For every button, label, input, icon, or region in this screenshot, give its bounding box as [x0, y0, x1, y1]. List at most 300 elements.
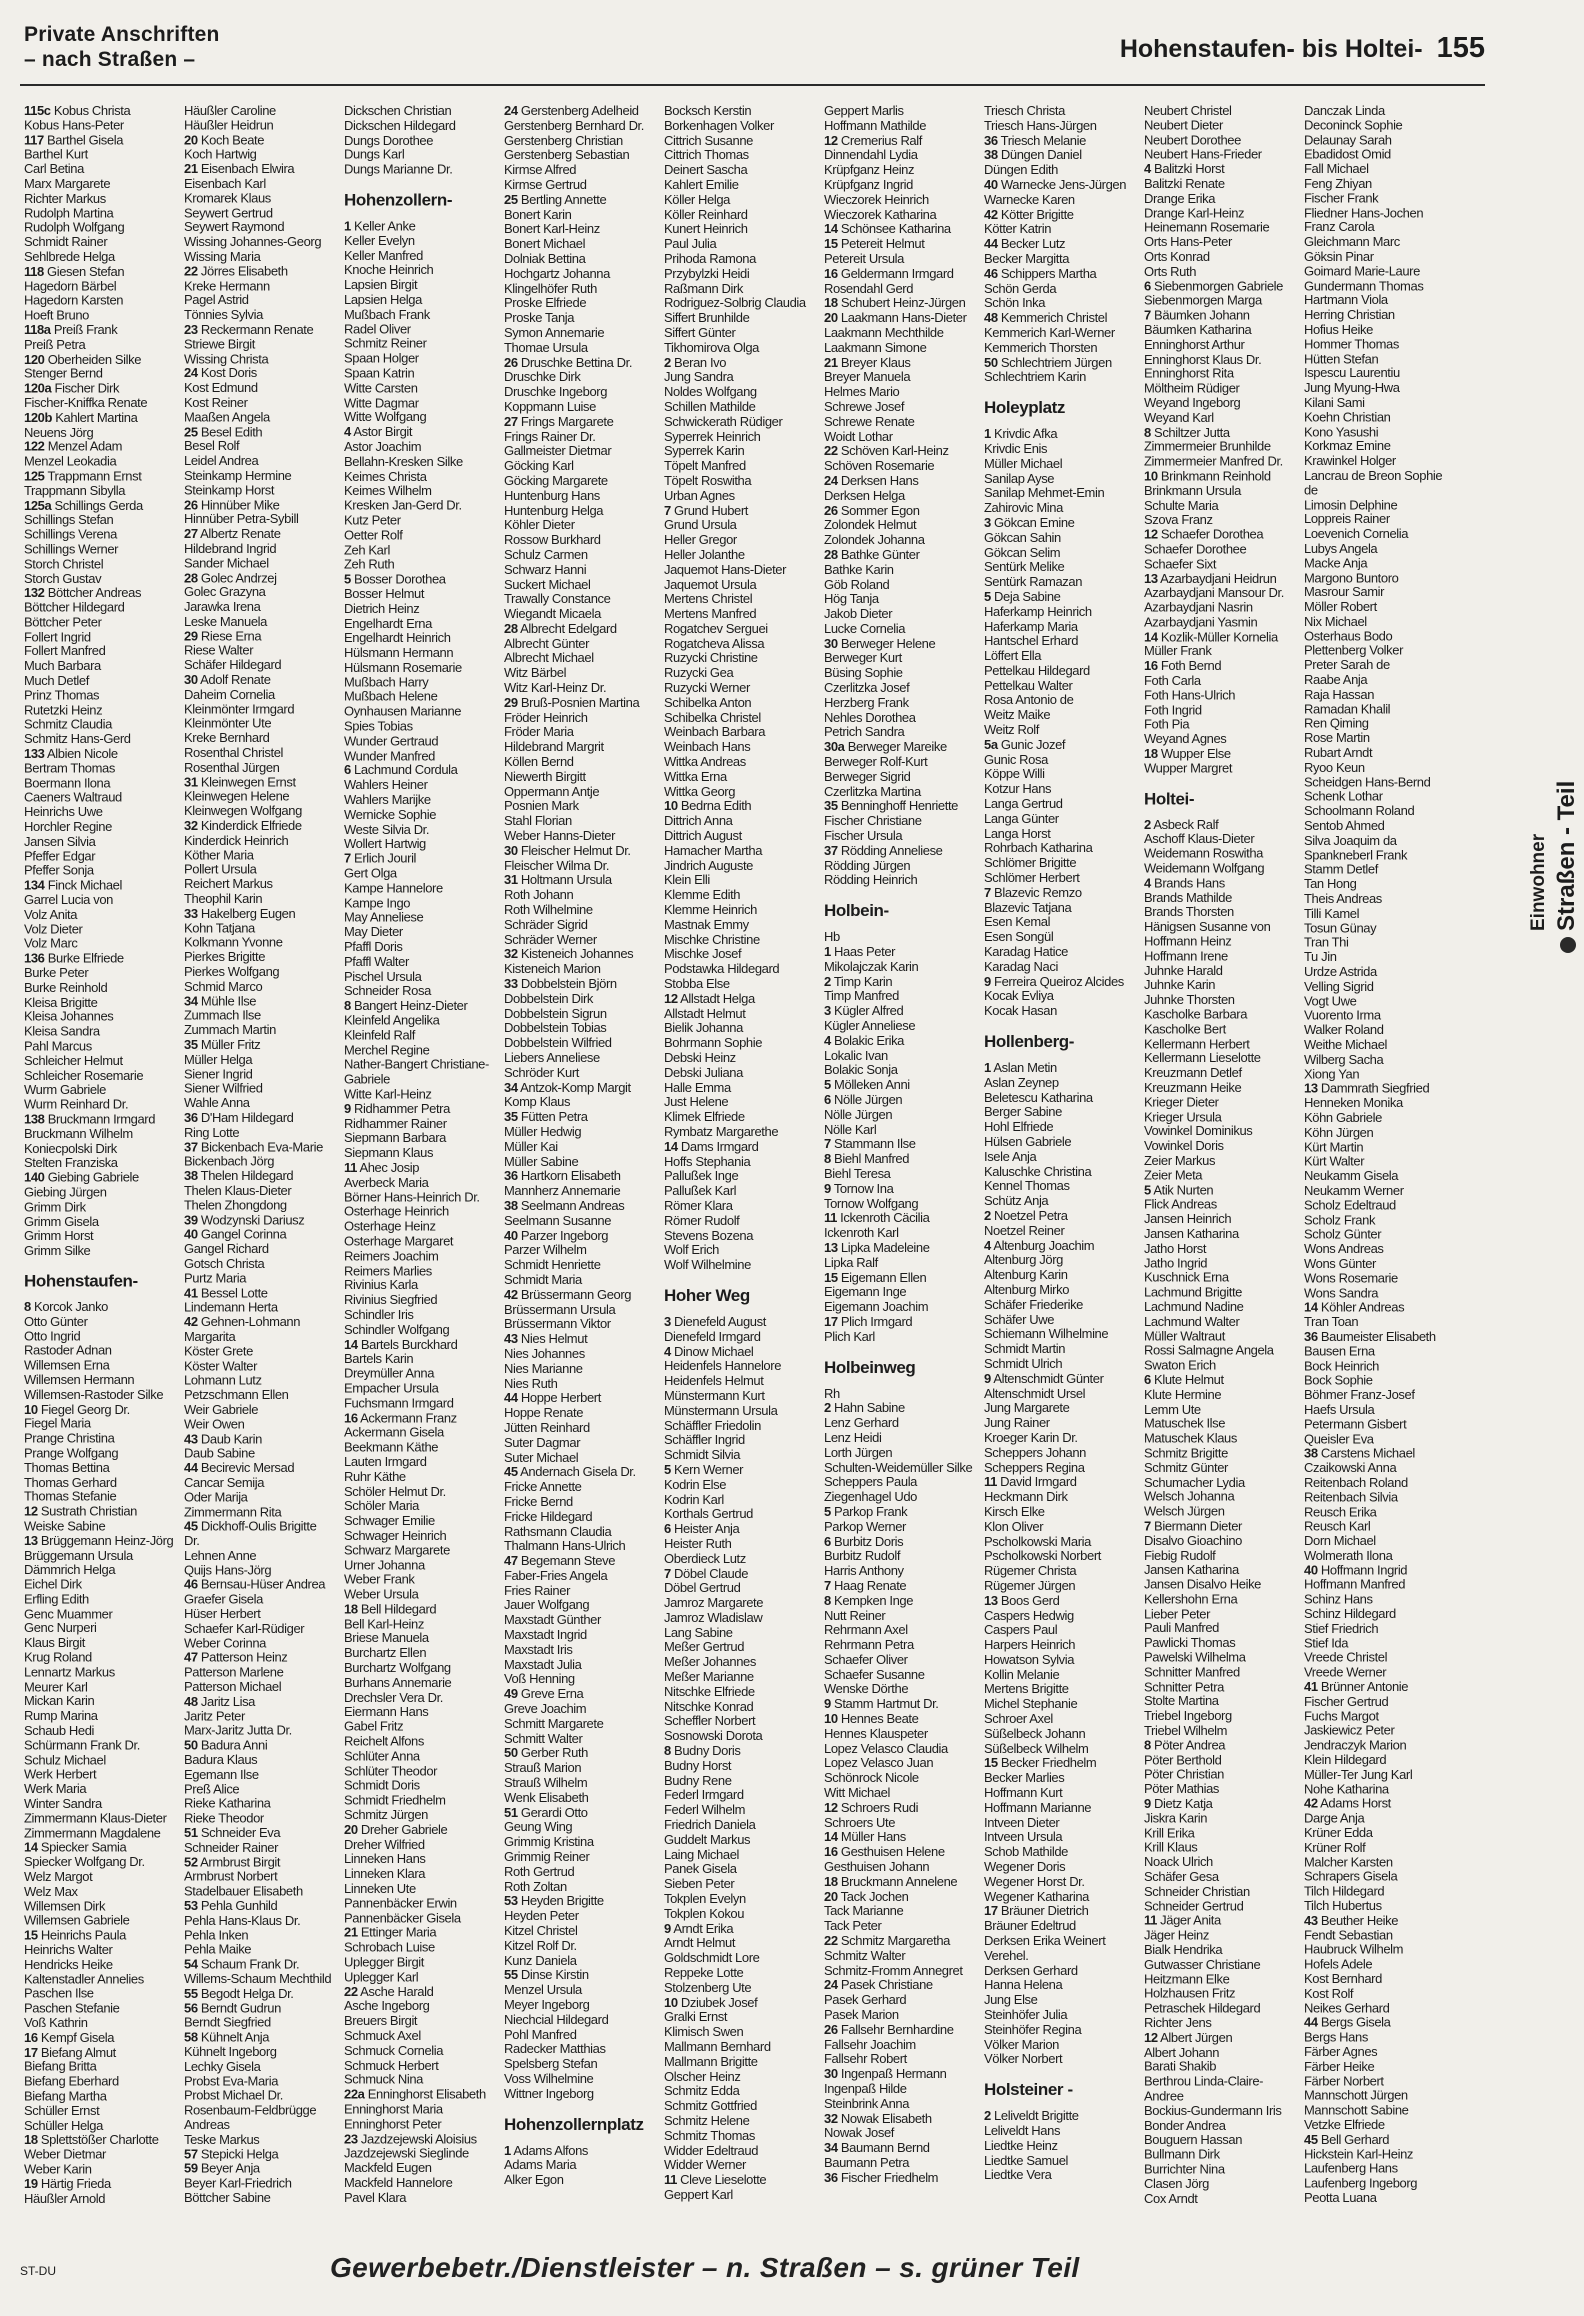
resident-entry: Vogt Uwe [1304, 993, 1357, 1009]
resident-entry: 15 Eigemann Ellen [824, 1269, 927, 1285]
resident-entry: Fricke Annette [504, 1479, 582, 1495]
resident-entry: Kleisa Sandra [24, 1023, 100, 1039]
resident-entry: Hülsmann Hermann [344, 645, 454, 660]
resident-entry: Korkmaz Emine [1304, 438, 1391, 454]
resident-entry: Wiegandt Micaela [504, 606, 601, 622]
resident-entry: Wieczorek Heinrich [824, 191, 929, 207]
resident-entry: Hommer Thomas [1304, 336, 1399, 352]
resident-entry: Stahl Florian [504, 813, 572, 829]
resident-entry: Geung Wing [504, 1819, 573, 1835]
resident-entry: Loppreis Rainer [1304, 511, 1390, 527]
resident-entry: Kemmerich Thorsten [984, 339, 1098, 355]
street-heading: Hohenstaufen- [24, 1271, 138, 1291]
resident-entry: Isele Anja [984, 1148, 1037, 1164]
resident-entry: Genc Nurperi [24, 1620, 97, 1636]
resident-entry: Pierkes Brigitte [184, 949, 266, 965]
resident-entry: Enninghorst Maria [344, 2101, 443, 2117]
resident-entry: Willemsen Gabriele [24, 1913, 130, 1928]
resident-entry: Leidel Andrea [184, 453, 259, 469]
resident-entry: Werk Herbert [24, 1766, 97, 1782]
resident-entry: Klemme Heinrich [664, 902, 757, 918]
resident-entry: 28 Albrecht Edelgard [504, 620, 617, 636]
resident-entry: Häußler Caroline [184, 103, 276, 118]
resident-entry: Matuschek Ilse [1144, 1416, 1226, 1431]
resident-entry: Pasek Gerhard [824, 1992, 907, 2008]
resident-entry: Pfeffer Edgar [24, 848, 96, 864]
resident-entry: Jung Myung-Hwa [1304, 380, 1400, 396]
resident-entry: Heller Gregor [664, 532, 737, 548]
resident-entry: Lehnen Anne [184, 1547, 257, 1563]
resident-entry: Spankneberl Frank [1304, 847, 1408, 863]
resident-entry: Dickschen Hildegard [344, 117, 456, 133]
resident-entry: Prinz Thomas [24, 687, 100, 703]
resident-entry: Limosin Delphine [1304, 497, 1398, 512]
resident-entry: 12 Sustrath Christian [24, 1503, 138, 1519]
directory-column [664, 104, 824, 2206]
resident-entry: Herring Christian [1304, 307, 1395, 323]
resident-entry: Schillings Werner [24, 541, 119, 557]
resident-entry: Winter Sandra [24, 1796, 102, 1811]
side-tab [1518, 650, 1578, 970]
resident-entry: Siener Wilfried [184, 1080, 263, 1096]
resident-entry: 9 Ridhammer Petra [344, 1101, 450, 1117]
resident-entry: Keller Evelyn [344, 233, 415, 248]
resident-entry: Tran Thi [1304, 934, 1349, 950]
resident-entry: 37 Rödding Anneliese [824, 842, 943, 858]
resident-entry: Much Detlef [24, 673, 89, 688]
resident-entry: Bäumken Katharina [1144, 322, 1252, 338]
resident-entry: Albert Johann [1144, 2044, 1220, 2060]
resident-entry: Wons Günter [1304, 1256, 1376, 1271]
resident-entry: Pierkes Wolfgang [184, 964, 280, 979]
resident-entry: Jauer Wolfgang [504, 1597, 590, 1613]
resident-entry: Mußbach Helene [344, 689, 438, 705]
resident-entry: 2 Timp Karin [824, 973, 893, 989]
resident-entry: Oder Marija [184, 1489, 248, 1505]
resident-entry: Menzel Leokadia [24, 453, 117, 469]
resident-entry: Urner Johanna [344, 1557, 425, 1573]
resident-entry: Neubert Dieter [1144, 117, 1223, 133]
resident-entry: Jazdzejewski Sieglinde [344, 2145, 469, 2161]
resident-entry: Queisler Eva [1304, 1431, 1374, 1447]
resident-entry: Triesch Hans-Jürgen [984, 117, 1097, 133]
resident-entry: Weir Owen [184, 1416, 245, 1432]
resident-entry: Witz Karl-Heinz Dr. [504, 680, 607, 696]
resident-entry: Prange Christina [24, 1430, 115, 1446]
resident-entry: Schröder Kurt [504, 1064, 580, 1080]
resident-entry: Vowinkel Doris [1144, 1138, 1224, 1154]
resident-entry: Symon Annemarie [504, 324, 605, 340]
resident-entry: Lapsien Helga [344, 291, 422, 307]
resident-entry: Burchartz Wolfgang [344, 1660, 451, 1676]
resident-entry: Reimers Marlies [344, 1262, 432, 1278]
resident-entry: Fischer Frank [1304, 190, 1379, 206]
resident-entry: Hochgartz Johanna [504, 265, 610, 281]
resident-entry: Thelen Zhongdong [184, 1197, 287, 1213]
resident-entry: Rubart Arndt [1304, 745, 1373, 761]
resident-entry: Faber-Fries Angela [504, 1567, 608, 1583]
resident-entry: 34 Mühle Ilse [184, 993, 257, 1009]
resident-entry: Ruzycki Christine [664, 650, 758, 666]
resident-entry: Orts Hans-Peter [1144, 234, 1232, 250]
resident-entry: Syperrek Heinrich [664, 428, 761, 444]
resident-entry: Drange Karl-Heinz [1144, 205, 1245, 221]
resident-entry: Dinnendahl Lydia [824, 147, 918, 163]
resident-entry: Aslan Zeynep [984, 1074, 1059, 1090]
resident-entry: Färber Agnes [1304, 2044, 1378, 2060]
resident-entry: Nölle Karl [824, 1121, 877, 1137]
resident-entry: 134 Finck Michael [24, 877, 122, 893]
resident-entry: Hoffmann Manfred [1304, 1577, 1406, 1592]
resident-entry: Linneken Hans [344, 1851, 426, 1867]
resident-entry: Bouguern Hassan [1144, 2132, 1243, 2148]
resident-entry: Weidemann Roswitha [1144, 846, 1264, 861]
resident-entry: Willems-Schaum Mechthild [184, 1971, 332, 1987]
resident-entry: Jütten Reinhard [504, 1419, 590, 1435]
resident-entry: Ridhammer Rainer [344, 1115, 447, 1131]
resident-entry: Gallmeister Dietmar [504, 443, 612, 459]
resident-entry: Pannenbäcker Erwin [344, 1895, 457, 1911]
resident-entry: Greve Joachim [504, 1701, 587, 1717]
resident-entry: Syperrek Karin [664, 443, 745, 459]
resident-entry: Kaluschke Christina [984, 1163, 1092, 1179]
resident-entry: Hoppe Renate [504, 1405, 584, 1421]
resident-entry: Schmidt Silvia [664, 1447, 741, 1463]
resident-entry: Steinhöfer Julia [984, 2007, 1068, 2023]
resident-entry: Langa Günter [984, 810, 1059, 826]
resident-entry: Bell Karl-Heinz [344, 1616, 424, 1631]
resident-entry: Klon Oliver [984, 1518, 1044, 1534]
resident-entry: Weitz Maike [984, 707, 1051, 723]
resident-entry: Schillings Stefan [24, 512, 114, 528]
resident-entry: Kitzel Christel [504, 1923, 578, 1939]
resident-entry: Willemsen Hermann [24, 1372, 135, 1388]
resident-entry: 18 Wupper Else [1144, 746, 1231, 761]
resident-entry: Weyand Agnes [1144, 731, 1227, 747]
resident-entry: Häußler Heidrun [184, 117, 274, 133]
resident-entry: Schaefer Dorothee [1144, 541, 1247, 557]
resident-entry: Burhans Annemarie [344, 1674, 452, 1690]
resident-entry: Kirmse Alfred [504, 162, 577, 178]
resident-entry: Storch Gustav [24, 570, 102, 586]
resident-entry: Schäfer Uwe [984, 1311, 1055, 1327]
resident-entry: Schaefer Oliver [824, 1651, 908, 1667]
resident-entry: 43 Nies Helmut [504, 1331, 588, 1347]
resident-entry: Krüner Rolf [1304, 1839, 1366, 1855]
resident-entry: Lauten Irmgard [344, 1454, 427, 1470]
resident-entry: Siener Ingrid [184, 1066, 253, 1082]
resident-entry: Ingenpaß Hilde [824, 2081, 907, 2096]
resident-entry: Nies Ruth [504, 1375, 558, 1391]
resident-entry: Verehel. [984, 1947, 1029, 1963]
resident-entry: Berthrou Linda-Claire- [1144, 2073, 1264, 2089]
resident-entry: 7 Döbel Claude [664, 1565, 749, 1581]
resident-entry: Schenk Lothar [1304, 789, 1383, 804]
resident-entry: 8 Bangert Heinz-Dieter [344, 998, 468, 1014]
resident-entry: Petzschmann Ellen [184, 1387, 289, 1403]
resident-entry: 20 Tack Jochen [824, 1888, 909, 1904]
resident-entry: Schäfer Hildegard [184, 657, 282, 673]
resident-entry: 48 Kemmerich Christel [984, 310, 1108, 326]
resident-entry: 57 Stepicki Helga [184, 2146, 279, 2162]
resident-entry: Allstadt Helmut [664, 1005, 746, 1021]
resident-entry: Enninghorst Arthur [1144, 336, 1245, 352]
resident-entry: Raßmann Dirk [664, 280, 743, 296]
resident-entry: Schaefer Susanne [824, 1666, 925, 1682]
resident-entry: Kellershohn Erna [1144, 1591, 1238, 1607]
resident-entry: Albrecht Michael [504, 650, 594, 666]
resident-entry: Dungs Dorothee [344, 132, 434, 148]
resident-entry: Neukamm Werner [1304, 1183, 1404, 1198]
resident-entry: Rudolph Wolfgang [24, 219, 125, 235]
resident-entry: Schulz Michael [24, 1752, 106, 1768]
resident-entry: Voss Wilhelmine [504, 2070, 594, 2086]
resident-entry: Siebenmorgen Marga [1144, 293, 1262, 308]
resident-entry: Derksen Helga [824, 487, 905, 503]
resident-entry: Schibelka Christel [664, 709, 761, 725]
resident-entry: Silva Joaquim da [1304, 832, 1397, 848]
resident-entry: Barati Shakib [1144, 2059, 1217, 2075]
resident-entry: 16 Foth Bernd [1144, 658, 1222, 674]
resident-entry: Enninghorst Peter [344, 2116, 442, 2132]
resident-entry: 24 Gerstenberg Adelheid [504, 103, 639, 118]
resident-entry: Altenburg Jörg [984, 1252, 1063, 1268]
resident-entry: Rohrbach Katharina [984, 840, 1093, 856]
resident-entry: Zimmermeier Brunhilde [1144, 439, 1271, 454]
resident-entry: 118a Preiß Frank [24, 322, 118, 338]
resident-entry: Möller Robert [1304, 599, 1377, 615]
resident-entry: Jaritz Peter [184, 1708, 245, 1724]
resident-entry: Weinbach Hans [664, 739, 751, 755]
resident-entry: Kemmerich Karl-Werner [984, 324, 1115, 340]
resident-entry: Schüller Helga [24, 2117, 103, 2133]
resident-entry: Heinrichs Walter [24, 1942, 113, 1958]
resident-entry: Welsch Johanna [1144, 1489, 1235, 1504]
resident-entry: Andreas [184, 2117, 230, 2132]
resident-entry: Köppe Willi [984, 766, 1045, 782]
resident-entry: Enninghorst Rita [1144, 366, 1234, 381]
resident-entry: Siepmann Barbara [344, 1130, 446, 1146]
directory-column [184, 103, 344, 2205]
resident-entry: Kampe Hannelore [344, 880, 443, 896]
resident-entry: 17 Biefang Almut [24, 2044, 116, 2060]
resident-entry: 1 Haas Peter [824, 944, 896, 960]
resident-entry: Kascholke Bert [1144, 1021, 1226, 1037]
resident-entry: Kühnelt Ingeborg [184, 2044, 277, 2060]
resident-entry: 14 Müller Hans [824, 1829, 906, 1845]
resident-entry: 20 Koch Beate [184, 132, 265, 148]
resident-entry: 47 Begemann Steve [504, 1553, 616, 1569]
resident-entry: Ren Qiming [1304, 716, 1369, 731]
resident-entry: Quijs Hans-Jörg [184, 1562, 272, 1578]
resident-entry: Ring Lotte [184, 1124, 240, 1140]
resident-entry: Gerstenberg Sebastian [504, 147, 630, 163]
resident-entry: Gabel Fritz [344, 1719, 404, 1734]
resident-entry: 26 Fallsehr Bernhardine [824, 2021, 954, 2037]
resident-entry: 38 Carstens Michael [1304, 1445, 1415, 1461]
resident-entry: Plich Karl [824, 1328, 875, 1344]
resident-entry: Bullmann Dirk [1144, 2146, 1220, 2162]
resident-entry: 30 Adolf Renate [184, 672, 271, 688]
resident-entry: Triesch Christa [984, 103, 1065, 118]
resident-entry: Krug Roland [24, 1649, 92, 1665]
resident-entry: Dickschen Christian [344, 103, 452, 118]
resident-entry: Neukamm Gisela [1304, 1168, 1399, 1184]
resident-entry: Schmuck Cornelia [344, 2042, 444, 2058]
resident-entry: Heller Jolanthe [664, 546, 745, 562]
resident-entry: Klein Elli [664, 872, 710, 888]
resident-entry: Ruzycki Werner [664, 680, 750, 696]
resident-entry: Ziegenhagel Udo [824, 1489, 918, 1505]
resident-entry: Druschke Dirk [504, 369, 581, 385]
resident-entry: 42 Gehnen-Lohmann [184, 1314, 301, 1330]
resident-entry: Mickan Karin [24, 1693, 95, 1709]
resident-entry: Spiecker Wolfgang Dr. [24, 1854, 145, 1870]
resident-entry: Danczak Linda [1304, 103, 1385, 118]
resident-entry: Kampe Ingo [344, 895, 411, 911]
resident-entry: 4 Bolakic Erika [824, 1032, 904, 1048]
resident-entry: Purtz Maria [184, 1270, 247, 1286]
resident-entry: Münstermann Ursula [664, 1402, 778, 1418]
section-title [24, 22, 220, 72]
resident-entry: Eigemann Inge [824, 1284, 907, 1300]
resident-entry: Scheffler Norbert [664, 1713, 756, 1729]
resident-entry: Linneken Ute [344, 1880, 416, 1896]
resident-entry: Grimm Horst [24, 1228, 94, 1244]
resident-entry: Berweger Kurt [824, 650, 902, 666]
resident-entry: Fallsehr Joachim [824, 2036, 916, 2052]
resident-entry: Rödding Heinrich [824, 872, 918, 888]
resident-entry: Wons Sandra [1304, 1285, 1379, 1301]
resident-entry: Fallsehr Robert [824, 2051, 907, 2067]
resident-entry: Siepmann Klaus [344, 1145, 434, 1161]
resident-entry: Petrich Sandra [824, 724, 905, 740]
resident-entry: Nohe Katharina [1304, 1781, 1389, 1797]
resident-entry: 22a Enninghorst Elisabeth [344, 2086, 486, 2102]
resident-entry: 26 Sommer Egon [824, 502, 920, 518]
resident-entry: Nutt Reiner [824, 1607, 886, 1623]
resident-entry: Gundermann Thomas [1304, 278, 1424, 293]
resident-entry: 9 Altenschmidt Günter [984, 1370, 1104, 1386]
resident-entry: Riese Walter [184, 643, 254, 658]
resident-entry: Armbrust Norbert [184, 1869, 278, 1884]
resident-entry: 39 Wodzynski Dariusz [184, 1212, 305, 1228]
resident-entry: Prihoda Ramona [664, 250, 756, 266]
resident-entry: Rügemer Jürgen [984, 1577, 1076, 1593]
resident-entry: Lenz Gerhard [824, 1415, 899, 1431]
resident-entry: Gökcan Selim [984, 544, 1061, 560]
resident-entry: Dietrich Heinz [344, 600, 420, 616]
resident-entry: 13 Lipka Madeleine [824, 1239, 930, 1255]
resident-entry: Blazevic Tatjana [984, 899, 1072, 915]
resident-entry: Bielik Johanna [664, 1020, 743, 1036]
resident-entry: 40 Warnecke Jens-Jürgen [984, 176, 1127, 192]
resident-entry: Häußler Arnold [24, 2190, 106, 2206]
resident-entry: Jendraczyk Marion [1304, 1737, 1407, 1753]
street-heading: Hollenberg- [984, 1032, 1075, 1052]
resident-entry: Peotta Luana [1304, 2190, 1377, 2205]
resident-entry: 6 Nölle Jürgen [824, 1092, 903, 1107]
resident-entry: Kahlert Emilie [664, 176, 739, 192]
resident-entry: 30a Berweger Mareike [824, 739, 947, 755]
resident-entry: Köhn Gabriele [1304, 1110, 1382, 1125]
resident-entry: Brüssermann Ursula [504, 1301, 616, 1317]
resident-entry: Engelhardt Erna [344, 615, 432, 631]
resident-entry: Kötter Katrin [984, 221, 1052, 237]
resident-entry: Flick Andreas [1144, 1196, 1217, 1212]
resident-entry: 37 Bickenbach Eva-Marie [184, 1139, 323, 1155]
resident-entry: Krüpfganz Ingrid [824, 176, 913, 192]
resident-entry: Sentürk Melike [984, 559, 1065, 575]
resident-entry: Weber Frank [344, 1571, 415, 1587]
resident-entry: 40 Hoffmann Ingrid [1304, 1562, 1408, 1578]
resident-entry: Gerstenberg Bernhard Dr. [504, 117, 644, 133]
resident-entry: Disalvo Gioachino [1144, 1533, 1242, 1548]
resident-entry: 3 Dienefeld August [664, 1313, 766, 1329]
resident-entry: Schmidt Martin [984, 1341, 1066, 1357]
resident-entry: Druschke Ingeborg [504, 384, 608, 400]
resident-entry: Schönrock Nicole [824, 1770, 919, 1786]
resident-entry: Koppmann Luise [504, 398, 596, 414]
resident-entry: Krill Klaus [1144, 1839, 1198, 1855]
resident-entry: Laufenberg Ingeborg [1304, 2175, 1418, 2191]
resident-entry: Fischer Christiane [824, 813, 922, 829]
resident-entry: Schwager Heinrich [344, 1527, 447, 1543]
resident-entry: Sentob Ahmed [1304, 818, 1385, 833]
resident-entry: Darge Anja [1304, 1810, 1365, 1826]
resident-entry: Ackermann Gisela [344, 1424, 444, 1440]
resident-entry: Nehles Dorothea [824, 709, 916, 725]
resident-entry: Meurer Karl [24, 1679, 88, 1695]
resident-entry: Feng Zhiyan [1304, 175, 1372, 191]
resident-entry: Zimmermann Magdalene [24, 1825, 161, 1841]
resident-entry: Schmidt Ulrich [984, 1355, 1063, 1371]
resident-entry: 46 Bernsau-Hüser Andrea [184, 1577, 326, 1592]
resident-entry: Geppert Marlis [824, 103, 904, 118]
resident-entry: Völker Marion [984, 2036, 1059, 2052]
resident-entry: Pawlicki Thomas [1144, 1635, 1236, 1651]
resident-entry: Tornow Wolfgang [824, 1195, 919, 1211]
resident-entry: Köster Walter [184, 1358, 258, 1374]
resident-entry: Rymbatz Margarethe [664, 1123, 779, 1139]
resident-entry: Thomas Gerhard [24, 1474, 117, 1490]
resident-entry: Strauß Wilhelm [504, 1775, 588, 1791]
resident-entry: Schwarz Margarete [344, 1542, 450, 1558]
resident-entry: Goimard Marie-Laure [1304, 263, 1420, 279]
resident-entry: Balitzki Renate [1144, 176, 1225, 191]
resident-entry: Drechsler Vera Dr. [344, 1689, 444, 1705]
resident-entry: 22 Asche Harald [344, 1983, 434, 1999]
resident-entry: Kodrin Karl [664, 1491, 724, 1507]
resident-entry: Schneider Rosa [344, 983, 431, 999]
resident-entry: Hög Tanja [824, 591, 879, 607]
resident-entry: Scholz Günter [1304, 1226, 1382, 1242]
resident-entry: Schrewe Josef [824, 398, 905, 414]
resident-entry: Lang Sabine [664, 1624, 733, 1640]
resident-entry: Jatho Horst [1144, 1240, 1207, 1256]
resident-entry: 1 Aslan Metin [984, 1060, 1057, 1076]
resident-entry: Bickenbach Jörg [184, 1153, 275, 1169]
resident-entry: Schön Gerda [984, 280, 1057, 296]
resident-entry: Thomas Stefanie [24, 1489, 117, 1504]
resident-entry: Pagel Astrid [184, 292, 249, 308]
resident-entry: Barthel Kurt [24, 146, 88, 162]
resident-entry: Maxstadt Günther [504, 1612, 601, 1628]
resident-entry: Scheppers Paula [824, 1474, 918, 1490]
directory-column [344, 103, 504, 2205]
resident-entry: Steinhöfer Regina [984, 2021, 1082, 2037]
resident-entry: Wittka Georg [664, 783, 736, 799]
